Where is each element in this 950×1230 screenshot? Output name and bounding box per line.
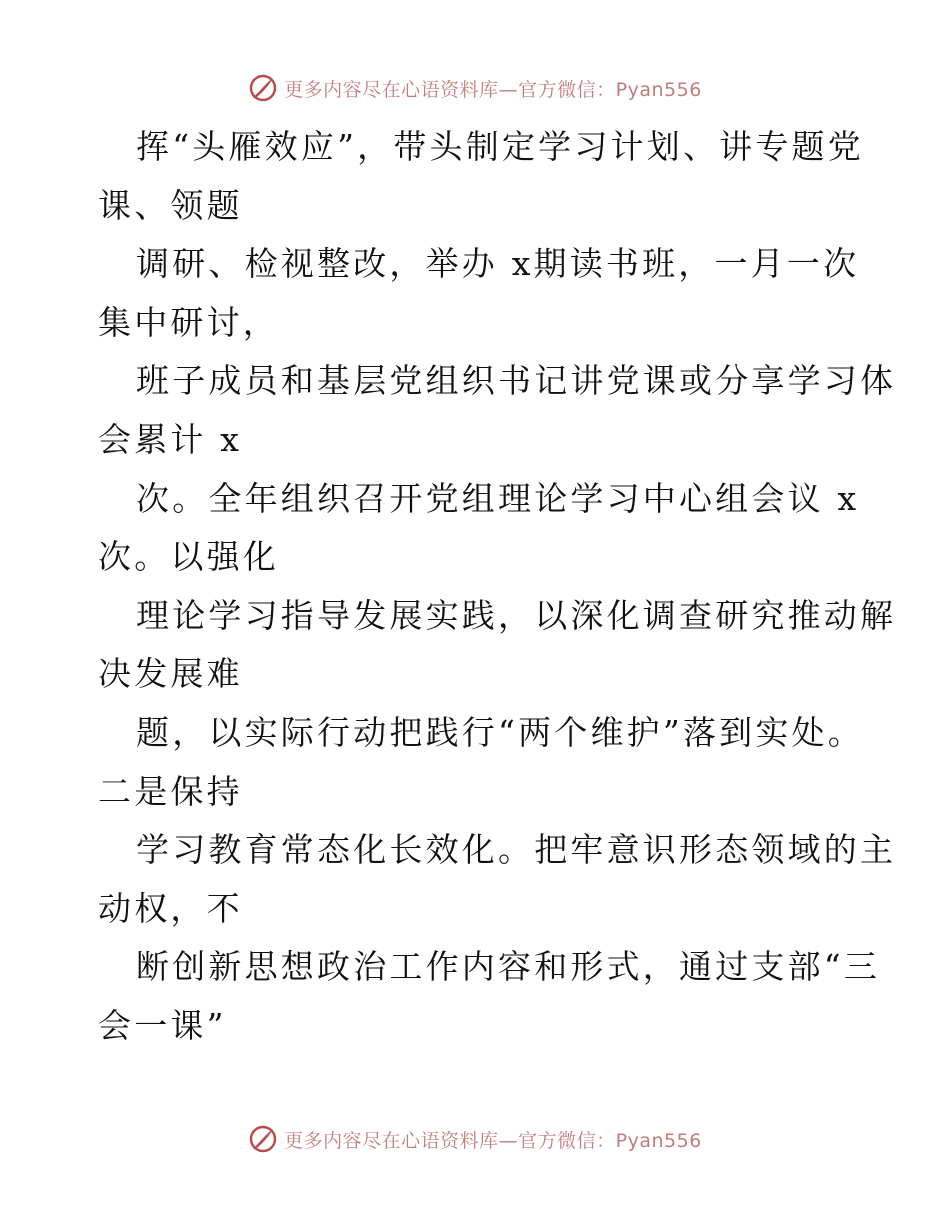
quill-logo-icon xyxy=(248,1124,278,1154)
text-line: 断创新思想政治工作内容和形式，通过支部“三 xyxy=(136,947,881,987)
text-line: 集中研讨， xyxy=(98,302,279,342)
text-line: 动权，不 xyxy=(98,888,243,928)
text-line: 次。以强化 xyxy=(98,537,279,577)
footer-watermark xyxy=(0,1124,950,1154)
text-line: 二是保持 xyxy=(98,771,243,811)
text-line: 课、领题 xyxy=(98,185,243,225)
text-line: 次。全年组织召开党组理论学习中心组会议 x xyxy=(136,478,860,518)
header-watermark xyxy=(0,73,950,103)
text-line: 会累计 x xyxy=(98,419,243,459)
text-line: 班子成员和基层党组织书记讲党课或分享学习体 xyxy=(136,361,897,401)
text-line: 决发展难 xyxy=(98,654,243,694)
text-line: 学习教育常态化长效化。把牢意识形态领域的主 xyxy=(136,830,897,870)
text-line: 会一课” xyxy=(98,1005,227,1045)
text-line: 挥“头雁效应”，带头制定学习计划、讲专题党 xyxy=(136,127,864,166)
text-line: 调研、检视整改，举办 x期读书班，一月一次 xyxy=(136,244,860,284)
text-line: 理论学习指导发展实践，以深化调查研究推动解 xyxy=(136,595,897,635)
quill-logo-icon xyxy=(248,73,278,103)
text-line: 题，以实际行动把践行“两个维护”落到实处。 xyxy=(136,712,864,752)
footer-watermark-text: 更多内容尽在心语资料库—官方微信：Pyan556 xyxy=(284,1129,702,1152)
document-body xyxy=(98,118,897,1056)
header-watermark-text: 更多内容尽在心语资料库—官方微信：Pyan556 xyxy=(284,78,702,101)
